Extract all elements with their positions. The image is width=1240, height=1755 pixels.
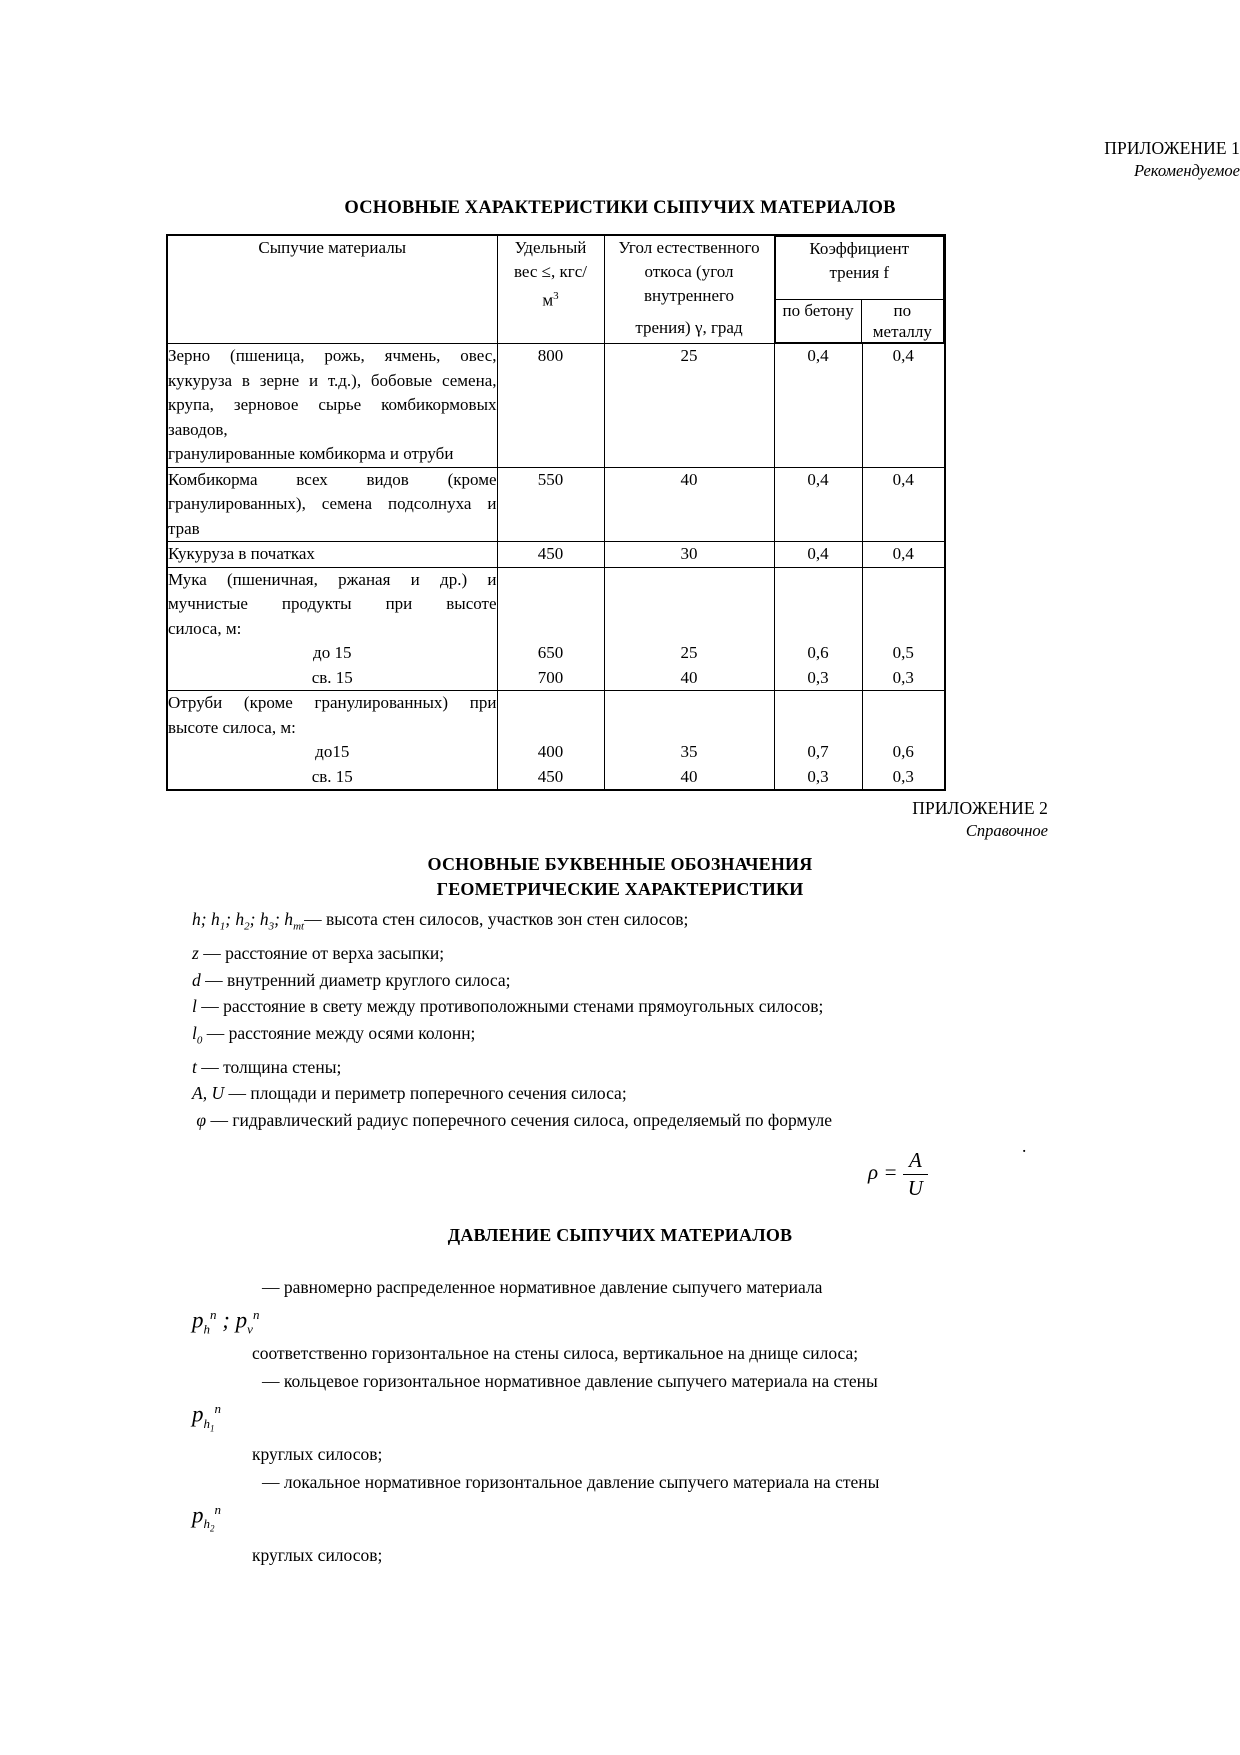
cell-friction-metal-group — [862, 567, 945, 691]
col-header-density — [497, 235, 604, 344]
spacer — [605, 691, 774, 716]
material-text: Комбикорма всех видов (кроме гранулированных), семена подсолнуха и — [168, 469, 497, 513]
spacer — [863, 617, 945, 642]
formula-denominator: U — [903, 1174, 928, 1202]
table-body — [167, 344, 945, 791]
appendix2-title-line1: ОСНОВНЫЕ БУКВЕННЫЕ ОБОЗНАЧЕНИЯ — [427, 854, 813, 874]
definitions-list — [0, 906, 1240, 1133]
table-row — [167, 542, 945, 568]
pressure-symbol: $p_h^n$ ; $p_v^n$ — [192, 1307, 260, 1337]
material-text: Мука (пшеничная, ржаная и др.) и мучнистые продукты при высоте — [168, 569, 497, 613]
appendix2-title — [0, 852, 1240, 902]
col-header-materials: Сыпучие материалы — [167, 235, 497, 344]
cell-angle-a: 35 — [680, 742, 698, 761]
definition-text: — внутренний диаметр круглого силоса; — [205, 969, 511, 990]
definition-item — [192, 1054, 1048, 1081]
cell-density-b: 700 — [537, 667, 564, 687]
col-header-angle — [604, 235, 774, 344]
pressure-dash: — — [262, 1371, 280, 1392]
cell-material — [167, 567, 497, 691]
spacer — [775, 568, 862, 593]
cell-friction-concrete: 0,4 — [774, 542, 862, 568]
definition-symbol: z — [192, 943, 204, 963]
pressure-description: локальное нормативное горизонтальное давление сыпучего материала на стены — [283, 1472, 880, 1493]
pressure-item-text — [192, 1469, 1048, 1495]
definition-text: — толщина стены; — [201, 1056, 342, 1077]
spacer — [605, 617, 774, 642]
cell-material — [167, 344, 497, 468]
appendix1-title: ОСНОВНЫЕ ХАРАКТЕРИСТИКИ СЫПУЧИХ МАТЕРИАЛОВ — [344, 198, 896, 218]
cell-friction-concrete: 0,4 — [774, 344, 862, 468]
characteristics-table-wrap — [166, 234, 944, 791]
pressure-item-text — [192, 1368, 1048, 1394]
cell-angle: 25 — [604, 344, 774, 468]
spacer — [775, 716, 862, 741]
definition-symbol: d — [192, 969, 206, 990]
spacer — [863, 691, 945, 716]
cell-friction-metal-group — [862, 691, 945, 791]
definition-symbol: A, U — [192, 1083, 229, 1103]
cell-density-b: 450 — [537, 766, 564, 786]
pressure-item — [192, 1368, 1048, 1467]
pressure-description: кольцевое горизонтальное нормативное давление сыпучего материала на стены — [283, 1371, 878, 1392]
density-line-1: Удельный — [514, 238, 587, 257]
pressure-description: равномерно распределенное нормативное давление сыпучего материала — [283, 1277, 823, 1297]
cell-angle-group — [604, 691, 774, 791]
cell-density: 800 — [497, 344, 604, 468]
material-text: Отруби (кроме гранулированных) при — [168, 693, 497, 712]
definition-text: — высота стен силосов, участков зон стен силосов; — [304, 909, 689, 929]
spacer — [498, 592, 604, 617]
definition-symbol: φ — [192, 1109, 211, 1130]
formula-fraction — [903, 1147, 928, 1201]
formula-numerator: A — [908, 1148, 922, 1172]
cell-fm-a: 0,5 — [892, 643, 914, 662]
material-text-last: трав — [168, 518, 200, 538]
cell-friction-concrete-group — [774, 567, 862, 691]
definition-item — [192, 1080, 1048, 1107]
definition-text: — площади и периметр поперечного сечения силоса; — [228, 1083, 627, 1103]
cell-friction-metal: 0,4 — [862, 542, 945, 568]
cell-fc-a: 0,7 — [807, 742, 829, 761]
appendix2-label: ПРИЛОЖЕНИЕ 2 — [912, 798, 1048, 818]
cell-angle: 40 — [604, 467, 774, 542]
definition-symbol: t — [192, 1056, 202, 1077]
table-row — [167, 567, 945, 691]
pressure-dash: — — [262, 1472, 280, 1493]
formula-expression — [868, 1147, 928, 1201]
cell-density: 450 — [497, 542, 604, 568]
sub-row-label-b: св. 15 — [311, 766, 353, 786]
material-text: Зерно (пшеница, рожь, ячмень, овес, кукуруза в зерне и т.д.), бобовые семена, крупа, зерновое сырье комбикормовых заводов, — [168, 346, 497, 439]
definition-symbol: l — [192, 996, 202, 1016]
cell-fc-b: 0,3 — [807, 667, 829, 687]
cell-material — [167, 691, 497, 791]
pressure-symbol: $p_{h_2}^n$ — [192, 1502, 221, 1534]
appendix1-label: ПРИЛОЖЕНИЕ 1 — [1104, 138, 1240, 158]
density-exponent: 3 — [553, 290, 559, 302]
cell-fm-a: 0,6 — [892, 742, 914, 761]
cell-density-a: 650 — [537, 643, 564, 662]
cell-density-group — [497, 567, 604, 691]
cell-friction-concrete: 0,4 — [774, 467, 862, 542]
spacer — [863, 716, 945, 741]
pressure-item-text — [192, 1274, 1048, 1300]
angle-line-4: трения) γ, град — [635, 318, 743, 337]
spacer — [863, 592, 945, 617]
cell-angle-b: 40 — [680, 766, 698, 786]
definition-item — [192, 906, 1048, 940]
cell-density-group — [497, 691, 604, 791]
material-text-last: гранулированные комбикорма и отруби — [168, 444, 454, 463]
spacer — [498, 691, 604, 716]
cell-angle-group — [604, 567, 774, 691]
spacer — [775, 617, 862, 642]
pressure-item-continuation: соответственно горизонтальное на стены силоса, вертикальное на днище силоса; — [252, 1343, 859, 1364]
pressure-item-continuation: круглых силосов; — [252, 1444, 383, 1465]
definition-item — [192, 967, 1048, 994]
appendix1-kind: Рекомендуемое — [1133, 161, 1240, 180]
friction-metal-header — [861, 300, 943, 343]
appendix1-header — [0, 136, 1240, 182]
appendix2-title-line2: ГЕОМЕТРИЧЕСКИЕ ХАРАКТЕРИСТИКИ — [436, 879, 804, 899]
cell-density-a: 400 — [537, 742, 564, 761]
sub-row-label-a: до 15 — [313, 643, 352, 662]
pressure-item — [192, 1469, 1048, 1568]
definition-item — [192, 993, 1048, 1020]
spacer — [775, 592, 862, 617]
spacer — [605, 592, 774, 617]
pressure-symbol: $p_{h_1}^n$ — [192, 1401, 221, 1434]
definition-item — [192, 1020, 1048, 1054]
pressure-section-title: ДАВЛЕНИЕ СЫПУЧИХ МАТЕРИАЛОВ — [447, 1225, 793, 1245]
definition-text: — расстояние в свету между противоположными стенами прямоугольных силосов; — [201, 996, 824, 1016]
cell-fc-a: 0,6 — [807, 643, 829, 662]
definition-item — [192, 940, 1048, 967]
cell-material: Кукуруза в початках — [167, 542, 497, 568]
spacer — [498, 617, 604, 642]
definition-item — [192, 1107, 1048, 1134]
table-row — [167, 467, 945, 542]
cell-fm-b: 0,3 — [892, 766, 914, 786]
sub-row-label-a: до15 — [315, 742, 350, 761]
density-line-3: м — [542, 290, 554, 310]
characteristics-table — [166, 234, 946, 791]
cell-friction-metal: 0,4 — [862, 467, 945, 542]
cell-fm-b: 0,3 — [892, 667, 914, 687]
friction-metal-line-1: по — [893, 301, 912, 320]
angle-line-3: внутреннего — [643, 286, 735, 305]
spacer — [498, 568, 604, 593]
cell-density: 550 — [497, 467, 604, 542]
spacer — [605, 568, 774, 593]
angle-line-1: Угол естественного — [618, 238, 760, 257]
table-header-row — [167, 235, 945, 344]
friction-concrete-header: по бетону — [775, 300, 861, 343]
appendix2-section — [0, 796, 1240, 1568]
definition-symbol: $l_0$ — [192, 1022, 203, 1046]
friction-metal-line-2: металлу — [872, 322, 932, 341]
table-row — [167, 344, 945, 468]
cell-friction-concrete-group — [774, 691, 862, 791]
pressure-item — [192, 1274, 1048, 1366]
hydraulic-radius-formula — [0, 1133, 1240, 1203]
pressure-item-continuation: круглых силосов; — [252, 1544, 383, 1565]
spacer — [605, 716, 774, 741]
cell-angle: 30 — [604, 542, 774, 568]
friction-line-2: трения f — [829, 263, 890, 282]
material-text-last: высоте силоса, м: — [168, 717, 296, 737]
cell-angle-b: 40 — [680, 667, 698, 687]
pressure-dash: — — [262, 1277, 280, 1297]
pressure-definitions — [0, 1274, 1240, 1568]
formula-lhs: ρ = — [868, 1159, 898, 1184]
appendix2-header — [0, 796, 1240, 842]
definition-symbol: h; $h_1$; $h_2$; $h_3$; $h_{mt}$ — [192, 909, 305, 933]
friction-title — [775, 237, 944, 300]
cell-angle-a: 25 — [680, 643, 698, 662]
material-text-last: силоса, м: — [168, 618, 242, 638]
cell-fc-b: 0,3 — [807, 766, 829, 786]
definition-text: — гидравлический радиус поперечного сечения силоса, определяемый по формуле — [210, 1109, 832, 1130]
col-header-friction — [774, 235, 945, 344]
appendix2-kind: Справочное — [965, 821, 1048, 840]
cell-friction-metal: 0,4 — [862, 344, 945, 468]
definition-text: — расстояние от верха засыпки; — [203, 943, 445, 963]
spacer — [498, 716, 604, 741]
sub-row-label-b: св. 15 — [311, 667, 353, 687]
definition-text: — расстояние между осями колонн; — [206, 1022, 476, 1043]
table-row — [167, 691, 945, 791]
friction-line-1: Коэффициент — [809, 239, 910, 258]
angle-line-2: откоса (угол — [644, 262, 734, 281]
spacer — [863, 568, 945, 593]
density-line-2: вес ≤, кгс/ — [513, 262, 588, 281]
formula-trailing-mark: . — [1022, 1136, 1027, 1156]
spacer — [775, 691, 862, 716]
cell-material — [167, 467, 497, 542]
